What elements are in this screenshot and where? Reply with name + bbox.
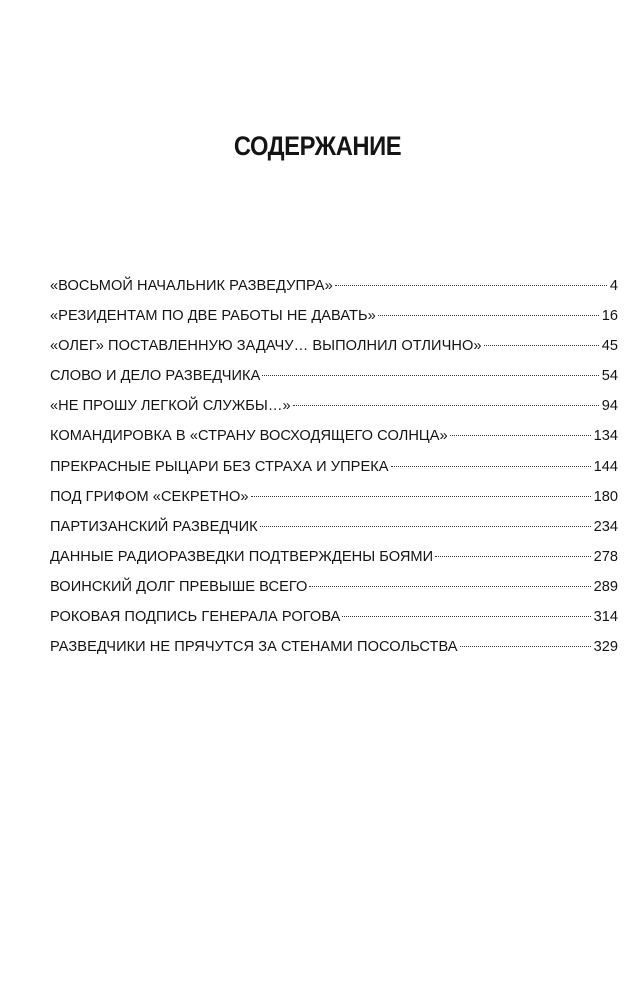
toc-entry — [50, 331, 618, 361]
toc-entry-page-number: 314 — [593, 609, 618, 626]
toc-entry-title: СЛОВО И ДЕЛО РАЗВЕДЧИКА — [50, 368, 261, 385]
toc-entry-page-number: 134 — [593, 428, 618, 445]
table-of-contents — [50, 271, 618, 662]
toc-entry — [50, 572, 618, 602]
toc-entry — [50, 391, 618, 421]
dot-leader — [484, 345, 599, 346]
toc-entry-title: «ОЛЕГ» ПОСТАВЛЕННУЮ ЗАДАЧУ… ВЫПОЛНИЛ ОТЛИЧНО» — [50, 338, 482, 355]
toc-entry — [50, 542, 618, 572]
toc-entry-title: ПАРТИЗАНСКИЙ РАЗВЕДЧИК — [50, 518, 258, 535]
dot-leader — [378, 315, 599, 316]
toc-entry — [50, 301, 618, 331]
toc-entry-title: «ВОСЬМОЙ НАЧАЛЬНИК РАЗВЕДУПРА» — [50, 278, 333, 294]
toc-entry-page-number: 45 — [601, 338, 618, 355]
toc-entry-page-number: 54 — [601, 368, 618, 385]
dot-leader — [309, 586, 590, 587]
toc-entry-page-number: 234 — [593, 518, 618, 535]
toc-entry-page-number: 144 — [593, 458, 618, 475]
toc-entry-title: РАЗВЕДЧИКИ НЕ ПРЯЧУТСЯ ЗА СТЕНАМИ ПОСОЛЬСТВА — [50, 639, 458, 656]
dot-leader — [251, 496, 591, 497]
dot-leader — [450, 435, 591, 436]
toc-entry-title: ДАННЫЕ РАДИОРАЗВЕДКИ ПОДТВЕРЖДЕНЫ БОЯМИ — [50, 548, 434, 565]
toc-entry — [50, 271, 618, 301]
toc-entry-title: РОКОВАЯ ПОДПИСЬ ГЕНЕРАЛА РОГОВА — [50, 609, 341, 626]
toc-entry-page-number: 16 — [601, 308, 618, 325]
dot-leader — [435, 556, 590, 557]
toc-entry-page-number: 4 — [609, 278, 618, 294]
toc-entry-title: ВОИНСКИЙ ДОЛГ ПРЕВЫШЕ ВСЕГО — [50, 578, 308, 595]
dot-leader — [335, 285, 607, 286]
toc-entry — [50, 421, 618, 451]
toc-entry — [50, 361, 618, 391]
toc-entry — [50, 452, 618, 482]
dot-leader — [260, 526, 591, 527]
dot-leader — [391, 466, 591, 467]
dot-leader — [342, 616, 590, 617]
toc-entry-title: ПРЕКРАСНЫЕ РЫЦАРИ БЕЗ СТРАХА И УПРЕКА — [50, 458, 389, 475]
toc-entry-title: «НЕ ПРОШУ ЛЕГКОЙ СЛУЖБЫ…» — [50, 398, 291, 415]
toc-entry-page-number: 329 — [593, 639, 618, 656]
dot-leader — [460, 646, 591, 647]
toc-entry — [50, 482, 618, 512]
toc-entry-page-number: 289 — [593, 578, 618, 595]
toc-entry — [50, 602, 618, 632]
toc-entry-page-number: 180 — [593, 488, 618, 505]
dot-leader — [293, 405, 599, 406]
dot-leader — [262, 375, 598, 376]
toc-entry-page-number: 94 — [601, 398, 618, 415]
page-title: СОДЕРЖАНИЕ — [233, 131, 402, 161]
toc-entry-title: КОМАНДИРОВКА В «СТРАНУ ВОСХОДЯЩЕГО СОЛНЦА» — [50, 428, 448, 445]
toc-entry — [50, 632, 618, 662]
toc-entry-title: ПОД ГРИФОМ «СЕКРЕТНО» — [50, 488, 249, 505]
toc-entry — [50, 512, 618, 542]
toc-entry-title: «РЕЗИДЕНТАМ ПО ДВЕ РАБОТЫ НЕ ДАВАТЬ» — [50, 308, 376, 325]
toc-entry-page-number: 278 — [593, 548, 618, 565]
